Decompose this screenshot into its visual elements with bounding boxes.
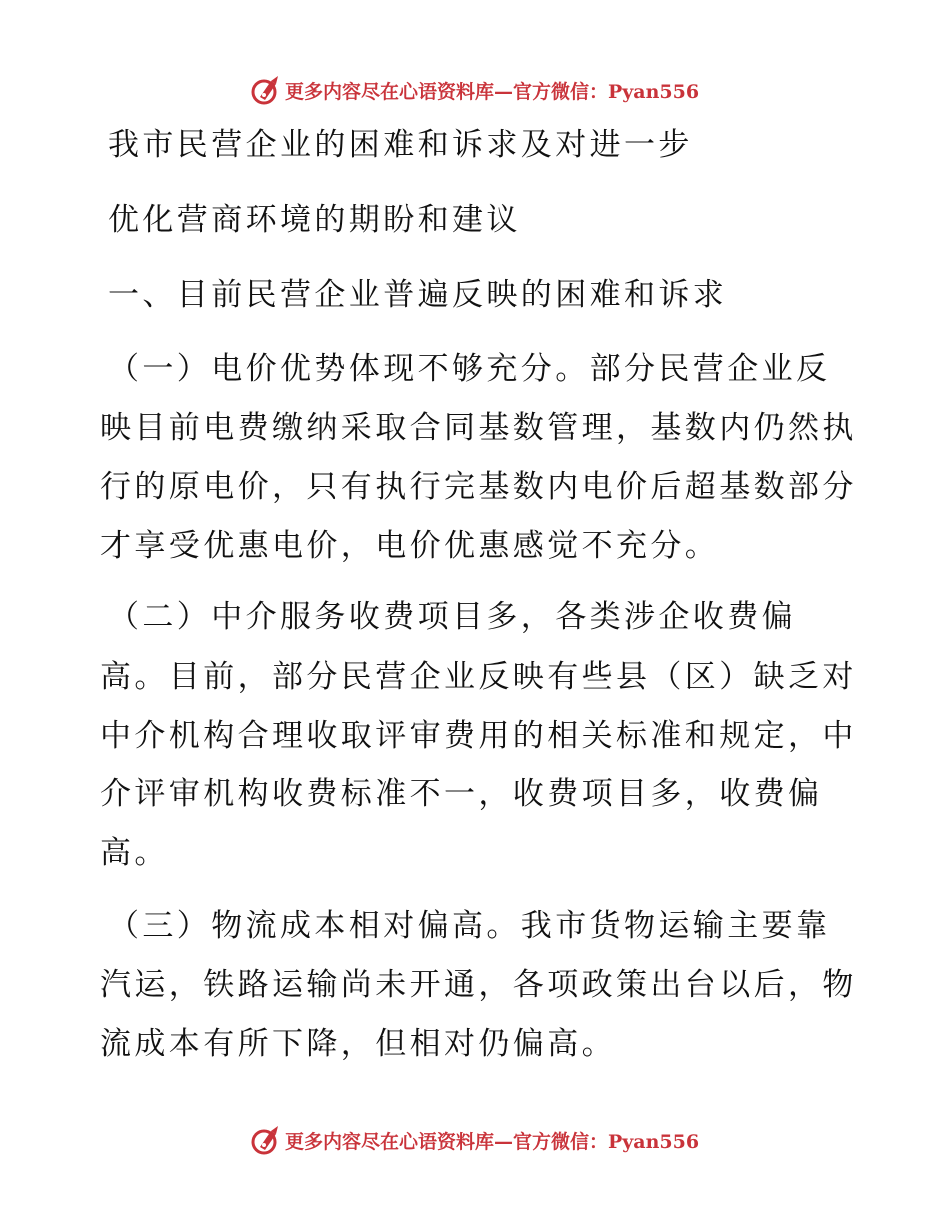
document-title-line-1: 我市民营企业的困难和诉求及对进一步 [108,127,693,163]
paragraph-line: （三）物流成本相对偏高。我市货物运输主要靠 [108,908,831,944]
paragraph-line: （一）电价优势体现不够充分。部分民营企业反 [108,351,831,387]
watermark-text: 更多内容尽在心语资料库—官方微信：Pyan556 [284,80,700,103]
pen-nib-logo-icon [251,1123,281,1157]
paragraph-line: 才享受优惠电价，电价优惠感觉不充分。 [100,528,720,564]
paragraph-line: 介评审机构收费标准不一，收费项目多，收费偏 [100,776,823,812]
paragraph-line: 高。 [100,835,169,871]
paragraph-line: 映目前电费缴纳采取合同基数管理，基数内仍然执 [100,410,857,446]
watermark-banner-bottom [0,1120,950,1160]
section-heading: 一、目前民营企业普遍反映的困难和诉求 [108,277,728,313]
paragraph-line: （二）中介服务收费项目多，各类涉企收费偏 [108,599,796,635]
watermark-banner-top [0,70,950,110]
pen-nib-logo-icon [251,73,281,107]
paragraph-line: 汽运，铁路运输尚未开通，各项政策出台以后，物 [100,967,857,1003]
paragraph-line: 流成本有所下降，但相对仍偏高。 [100,1026,616,1062]
document-title-line-2: 优化营商环境的期盼和建议 [108,202,521,238]
paragraph-line: 行的原电价，只有执行完基数内电价后超基数部分 [100,469,857,505]
watermark-text: 更多内容尽在心语资料库—官方微信：Pyan556 [284,1130,700,1153]
paragraph-line: 中介机构合理收取评审费用的相关标准和规定，中 [100,718,857,754]
paragraph-line: 高。目前，部分民营企业反映有些县（区）缺乏对 [100,659,857,695]
